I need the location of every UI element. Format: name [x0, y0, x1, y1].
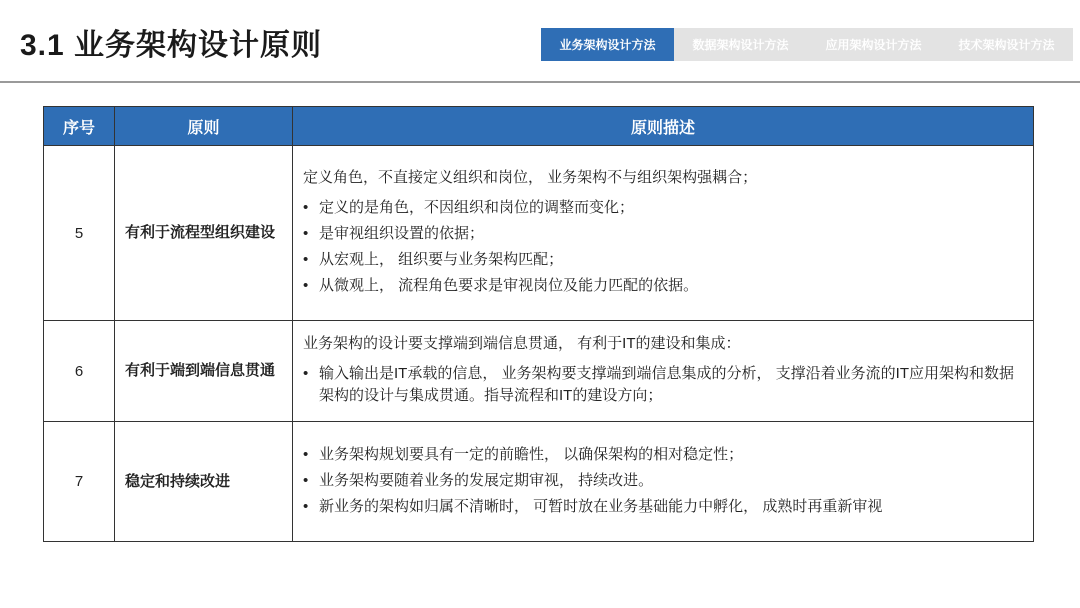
bullet-dot-icon: • [303, 225, 309, 242]
table-row [44, 146, 1034, 321]
principle-name: 稳定和持续改进 [115, 422, 293, 542]
row-number: 6 [44, 321, 115, 422]
description-bullet: • 从宏观上， 组织要与业务架构匹配； [303, 249, 1023, 271]
bullet-dot-icon: • [303, 497, 309, 515]
column-header-principle: 原则 [115, 107, 293, 146]
bullet-dot-icon: • [303, 365, 309, 382]
principle-description [293, 146, 1034, 321]
bullet-dot-icon: • [303, 251, 309, 268]
bullet-dot-icon: • [303, 471, 309, 489]
description-bullet: • 业务架构规划要具有一定的前瞻性， 以确保架构的相对稳定性； [303, 444, 1023, 466]
tab-data-architecture[interactable]: 数据架构设计方法 [692, 38, 789, 52]
bullet-dot-icon: • [303, 277, 309, 294]
tab-application-architecture[interactable]: 应用架构设计方法 [825, 38, 922, 52]
principles-table [43, 106, 1034, 542]
principle-description [293, 422, 1034, 542]
principle-name: 有利于流程型组织建设 [115, 146, 293, 321]
table-row [44, 422, 1034, 542]
bullet-dot-icon: • [303, 199, 309, 216]
principle-name: 有利于端到端信息贯通 [115, 321, 293, 422]
section-tabs [541, 28, 1073, 61]
page-title: 3.1 业务架构设计原则 [20, 29, 323, 62]
description-bullet: • 业务架构要随着业务的发展定期审视， 持续改进。 [303, 470, 1023, 492]
description-bullet: • 从微观上， 流程角色要求是审视岗位及能力匹配的依据。 [303, 275, 1023, 297]
table-row [44, 321, 1034, 422]
tab-business-architecture[interactable]: 业务架构设计方法 [541, 28, 674, 61]
row-number: 5 [44, 146, 115, 321]
table-header-row [44, 107, 1034, 146]
column-header-description: 原则描述 [293, 107, 1034, 146]
header-divider [0, 81, 1080, 83]
tab-technology-architecture[interactable]: 技术架构设计方法 [958, 38, 1055, 52]
row-number: 7 [44, 422, 115, 542]
column-header-number: 序号 [44, 107, 115, 146]
description-bullet: • 定义的是角色，不因组织和岗位的调整而变化； [303, 197, 1023, 219]
description-bullet: • 输入输出是IT承载的信息， 业务架构要支撑端到端信息集成的分析， 支撑沿着业务流的IT应用架构和数据架构的设计与集成贯通。指导流程和IT的建设方向； [303, 363, 1023, 407]
description-bullet: • 新业务的架构如归属不清晰时， 可暂时放在业务基础能力中孵化， 成熟时再重新审视 [303, 496, 1023, 518]
description-lead: 定义角色，不直接定义组织和岗位， 业务架构不与组织架构强耦合； [303, 169, 758, 186]
description-bullet: • 是审视组织设置的依据； [303, 223, 1023, 245]
principle-description [293, 321, 1034, 422]
description-lead: 业务架构的设计要支撑端到端信息贯通， 有利于IT的建设和集成： [303, 335, 741, 352]
bullet-dot-icon: • [303, 445, 309, 463]
